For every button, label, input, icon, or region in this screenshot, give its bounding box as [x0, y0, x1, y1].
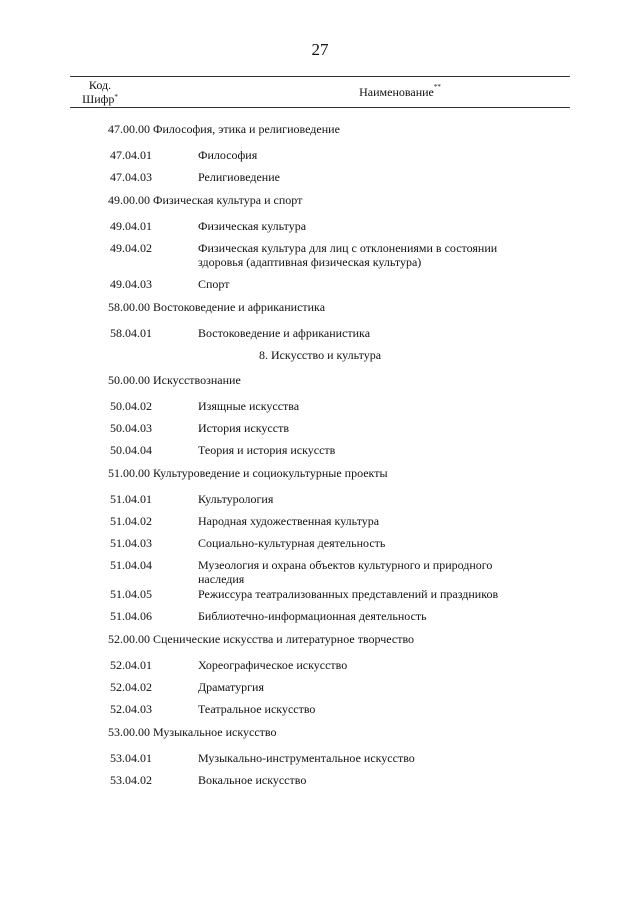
program-name: Физическая культура для лиц с отклонениями в состоянии здоровья (адаптивная физическая культура) — [198, 241, 498, 269]
program-row — [0, 421, 640, 435]
program-code: 51.04.05 — [110, 587, 152, 601]
program-name: Драматургия — [198, 680, 264, 694]
program-name: Музеология и охрана объектов культурного и природного наследия — [198, 558, 493, 586]
program-code: 58.04.01 — [110, 326, 152, 340]
program-name: Социально-культурная деятельность — [198, 536, 386, 550]
program-code: 53.04.02 — [110, 773, 152, 787]
program-name: Изящные искусства — [198, 399, 300, 413]
program-code: 52.04.03 — [110, 702, 152, 716]
program-name: Библиотечно-информационная деятельность — [198, 609, 427, 623]
program-code: 51.04.03 — [110, 536, 152, 550]
program-name: Хореографическое искусство — [198, 658, 348, 672]
program-row — [0, 751, 640, 765]
name-header-label: Наименование — [359, 85, 434, 99]
program-code: 47.04.01 — [110, 148, 152, 162]
table-header — [70, 76, 570, 108]
program-code: 49.04.01 — [110, 219, 152, 233]
program-code: 53.04.01 — [110, 751, 152, 765]
program-row — [0, 536, 640, 550]
section-heading: 8. Искусство и культура — [258, 348, 382, 362]
group-heading: 51.00.00 Культуроведение и социокультурные проекты — [108, 466, 388, 480]
program-row — [0, 702, 640, 716]
program-row — [0, 443, 640, 457]
program-row — [0, 558, 640, 586]
program-name: Религиоведение — [198, 170, 280, 184]
program-row — [0, 773, 640, 787]
name-column-header — [230, 85, 570, 100]
program-name: Театральное искусство — [198, 702, 316, 716]
program-code: 50.04.04 — [110, 443, 152, 457]
program-row — [0, 148, 640, 162]
program-code: 52.04.01 — [110, 658, 152, 672]
program-code: 49.04.03 — [110, 277, 152, 291]
group-heading: 47.00.00 Философия, этика и религиоведение — [108, 122, 340, 136]
program-name: Народная художественная культура — [198, 514, 380, 528]
code-column-header — [70, 78, 130, 106]
program-name: Философия — [198, 148, 258, 162]
group-heading: 52.00.00 Сценические искусства и литературное творчество — [108, 632, 415, 646]
program-code: 52.04.02 — [110, 680, 152, 694]
program-row — [0, 587, 640, 601]
program-row — [0, 514, 640, 528]
program-row — [0, 399, 640, 413]
page-number: 27 — [311, 40, 329, 59]
program-row — [0, 170, 640, 184]
program-code: 51.04.01 — [110, 492, 152, 506]
program-name: Спорт — [198, 277, 230, 291]
program-list — [0, 113, 640, 795]
program-row — [0, 277, 640, 291]
program-row — [0, 658, 640, 672]
program-name: Музыкально-инструментальное искусство — [198, 751, 415, 765]
program-row — [0, 492, 640, 506]
code-header-line2 — [70, 92, 130, 106]
program-row — [0, 609, 640, 623]
program-code: 51.04.06 — [110, 609, 152, 623]
program-row — [0, 241, 640, 269]
program-code: 47.04.03 — [110, 170, 152, 184]
code-header-line1: Код. — [88, 78, 112, 92]
program-code: 51.04.04 — [110, 558, 152, 572]
code-header-label: Шифр — [82, 92, 115, 106]
name-header-footnote-mark: ** — [433, 83, 441, 91]
program-code: 50.04.02 — [110, 399, 152, 413]
code-header-footnote-mark: * — [114, 93, 118, 101]
group-heading: 50.00.00 Искусствознание — [108, 373, 241, 387]
program-name: Культурология — [198, 492, 274, 506]
program-name: Физическая культура — [198, 219, 307, 233]
program-name: Востоковедение и африканистика — [198, 326, 371, 340]
group-heading: 53.00.00 Музыкальное искусство — [108, 725, 277, 739]
program-row — [0, 680, 640, 694]
program-name: Теория и история искусств — [198, 443, 336, 457]
program-row — [0, 326, 640, 340]
group-heading: 49.00.00 Физическая культура и спорт — [108, 193, 303, 207]
program-row — [0, 219, 640, 233]
program-name: Вокальное искусство — [198, 773, 307, 787]
program-code: 51.04.02 — [110, 514, 152, 528]
program-code: 49.04.02 — [110, 241, 152, 255]
program-code: 50.04.03 — [110, 421, 152, 435]
program-name: История искусств — [198, 421, 289, 435]
group-heading: 58.00.00 Востоковедение и африканистика — [108, 300, 326, 314]
program-name: Режиссура театрализованных представлений и праздников — [198, 587, 499, 601]
